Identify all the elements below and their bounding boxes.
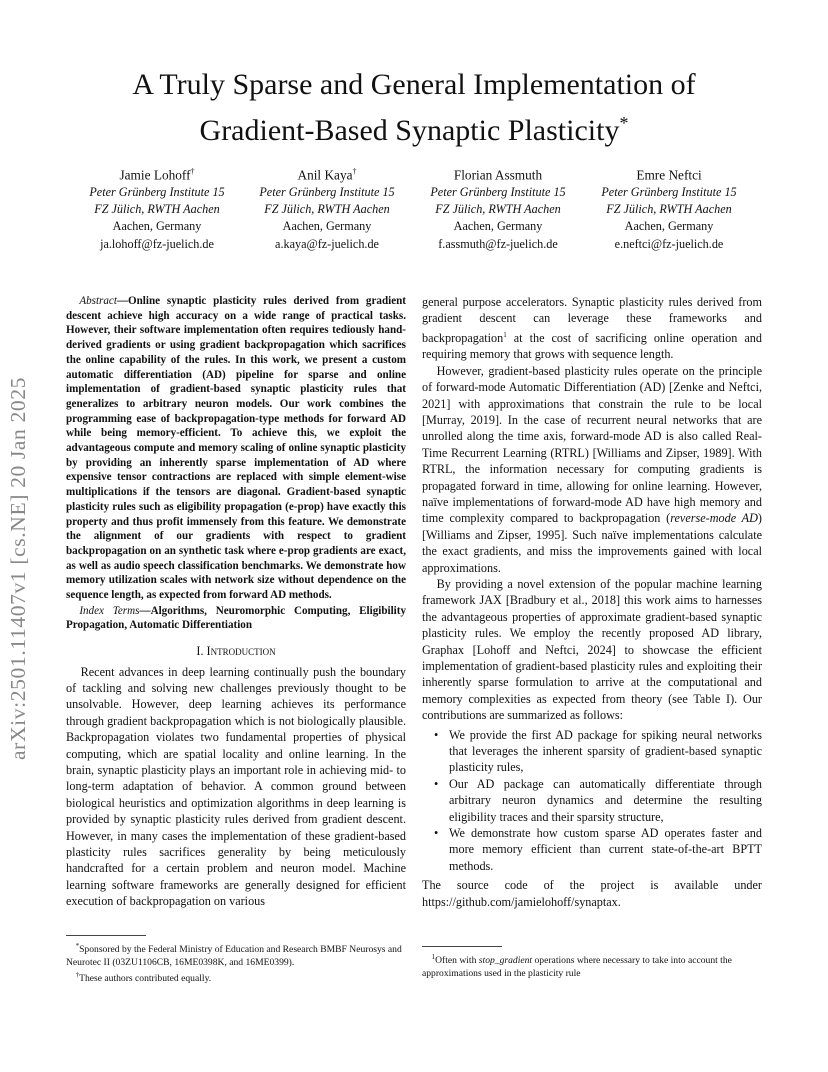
abstract: Abstract—Online synaptic plasticity rules derived from gradient descent achieve high accuracy on a wide range of practical tasks. However, their software implementation often requires tediously hand-derived gradients or using gradient backpropagation which sacrifices the online capability of the rules. In this work, we present a custom automatic differentiation (AD) pipeline for sparse and online implementation of gradient-based synaptic plasticity rules that generalizes to arbitrary neuron models. Our work combines the programming ease of backpropagation-type methods for forward AD while being memory-efficient. To achieve this, we exploit the advantageous compute and memory scaling of online synaptic plasticity by providing an inherently sparse implementation of AD where expensive tensor contractions are replaced with simple element-wise multiplications if the tensors are diagonal. Gradient-based synaptic plasticity rules such as eligibility propagation (e-prop) have exactly this property and thus profit immensely from this feature. We demonstrate the alignment of our gradients with respect to gradient backpropagation on an synthetic task where e-prop gradients are exact, as well as audio speech classification benchmarks. We demonstrate how memory utilization scales with network size without dependence on the sequence length, as expected from forward AD methods. [66, 295, 406, 602]
author-location: Aachen, Germany [282, 219, 372, 234]
author-name: Anil Kaya [297, 167, 353, 183]
contribution-list [422, 727, 762, 875]
source-code-line: The source code of the project is available under [422, 878, 762, 893]
title-footnote-mark: * [619, 113, 629, 133]
author-affiliation: FZ Jülich, RWTH Aachen [94, 202, 220, 217]
author-name: Emre Neftci [636, 167, 702, 183]
author-affiliation: Peter Grünberg Institute 15 [259, 184, 395, 199]
author-block: Anil Kaya† Peter Grünberg Institute 15 FZ Jülich, RWTH Aachen Aachen, Germany a.kaya@fz-juelich.de [242, 163, 412, 253]
footnotes-left [66, 935, 406, 985]
paragraph: By providing a novel extension of the popular machine learning framework JAX [Bradbury et al., 2018] this work aims to harnesses the advantageous properties of approximate gradient-based synaptic plasticity rules. We employ the recently proposed AD library, Graphax [Lohoff and Neftci, 2024] to showcase the efficient implementation of gradient-based plasticity rules and exploiting their inherently sparse formulation to arrive at the computational and memory complexities as expected from theory (see Table I). Our contributions are summarized as follows: [422, 576, 762, 723]
author-email[interactable]: e.neftci@fz-juelich.de [614, 236, 724, 251]
right-column [422, 294, 762, 910]
title-line-1: A Truly Sparse and General Implementation of [132, 68, 696, 101]
left-column [66, 294, 406, 910]
footnotes-right [422, 946, 762, 980]
list-item: • We provide the first AD package for spiking neural networks that leverages the inherent sparsity of gradient-based synaptic plasticity rules, [422, 727, 762, 776]
author-affiliation: Peter Grünberg Institute 15 [89, 184, 225, 199]
footnote-ref: 1 [503, 330, 507, 339]
author-block [584, 163, 754, 253]
section-heading: I. Introduction [196, 644, 276, 659]
footnote-sponsor: *Sponsored by the Federal Ministry of Education and Research BMBF Neurosys and Neurotec II (03ZU1106CB, 16ME0398K, and 16ME0399). [66, 942, 402, 969]
author-email[interactable]: f.assmuth@fz-juelich.de [438, 236, 558, 251]
author-block [413, 163, 583, 253]
author-location: Aachen, Germany [112, 219, 202, 234]
footnote-equal-contribution: †These authors contributed equally. [75, 971, 212, 985]
author-email[interactable]: ja.lohoff@fz-juelich.de [100, 236, 214, 251]
paper-title [60, 66, 768, 150]
author-affiliation: FZ Jülich, RWTH Aachen [264, 202, 390, 217]
list-item: • We demonstrate how custom sparse AD operates faster and more memory efficient than current state-of-the-art BPTT methods. [422, 825, 762, 874]
source-code-url[interactable]: https://github.com/jamielohoff/synaptax. [422, 894, 621, 909]
paragraph: Recent advances in deep learning continually push the boundary of tackling and solving new challenges previously thought to be unsolvable. However, deep learning achieves its performance through gradient backpropagation which is not biologically plausible. Backpropagation violates two fundamental properties of physical computing, which are spatial locality and online learning. In the brain, synaptic plasticity plays an important role in achieving mid- to long-term adaptation of behavior. A common ground between biological heuristics and optimization algorithms in deep learning is provided by synaptic plasticity rules derived from gradient descent. However, in many cases the implementation of these gradient-based plasticity rules sacrifices generality by being meticulously handcrafted for a certain problem and neuron model. Machine learning software frameworks are generally designed for efficient execution of backpropagation on various [66, 664, 406, 909]
author-location: Aachen, Germany [453, 219, 543, 234]
author-block: Jamie Lohoff† Peter Grünberg Institute 15 FZ Jülich, RWTH Aachen Aachen, Germany ja.lohoff@fz-juelich.de [72, 163, 242, 253]
paragraph: However, gradient-based plasticity rules operate on the principle of forward-mode Automatic Differentiation (AD) [Zenke and Neftci, 2021] with approximations that constrain the rule to be local [Murray, 2019]. In the case of recurrent neural networks that are unrolled along the time axis, forward-mode AD is also called Real-Time Recurrent Learning (RTRL) [Williams and Zipser, 1989]. With RTRL, the information necessary for computing gradients is propagated forward in time, allowing for online learning. However, naïve implementations of forward-mode AD have high memory and time complexity compared to backpropagation (reverse-mode AD) [Williams and Zipser, 1995]. Such naïve implementations calculate the exact gradients, and miss the improvements gained with local approximations. [422, 363, 762, 575]
author-name: Jamie Lohoff [119, 167, 191, 183]
index-terms: Index Terms—Algorithms, Neuromorphic Computing, Eligibility Propagation, Automatic Differentiation [66, 604, 406, 632]
author-affiliation: Peter Grünberg Institute 15 [430, 184, 566, 199]
title-line-2: Gradient-Based Synaptic Plasticity* [199, 113, 629, 147]
author-affiliation: Peter Grünberg Institute 15 [601, 184, 737, 199]
author-email[interactable]: a.kaya@fz-juelich.de [275, 236, 379, 251]
author-affiliation: FZ Jülich, RWTH Aachen [606, 202, 732, 217]
footnote-1: $^1$Often with stop_gradient operations where necessary to take into account the approximations used in the plasticity rule [422, 953, 732, 980]
list-item: • Our AD package can automatically differentiate through arbitrary neuron dynamics and determine the resulting eligibility traces and their sparsity structure, [422, 776, 762, 825]
author-location: Aachen, Germany [624, 219, 714, 234]
author-affiliation: FZ Jülich, RWTH Aachen [435, 202, 561, 217]
author-name: Florian Assmuth [453, 167, 543, 183]
arxiv-identifier: arXiv:2501.11407v1 [cs.NE] 20 Jan 2025 [6, 376, 30, 760]
paragraph: general purpose accelerators. Synaptic plasticity rules derived from gradient descent can leverage these frameworks and backpropagation$^1$ at the cost of sacrificing online operation and requiring memory that grows with sequence length. [422, 295, 762, 362]
